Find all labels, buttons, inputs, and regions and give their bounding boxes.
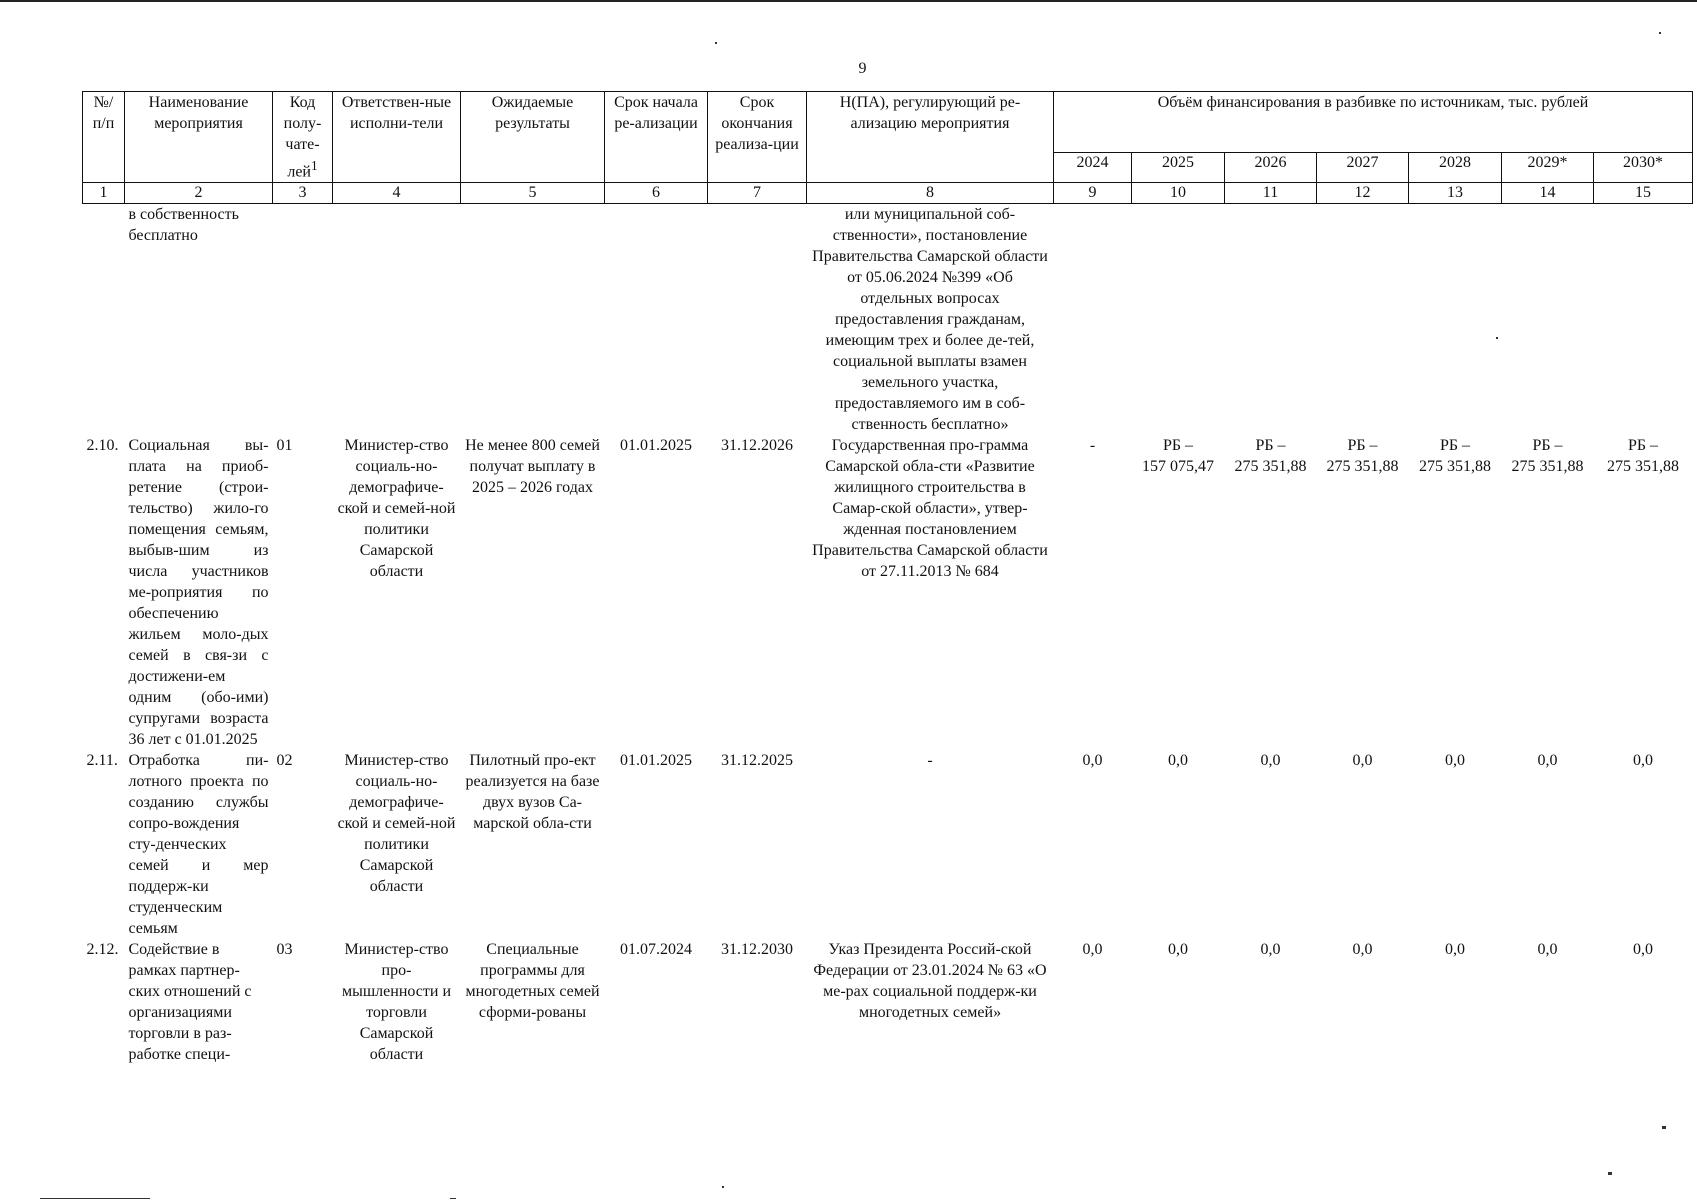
funding-amount: 275 351,88 — [1234, 458, 1307, 476]
scan-dash — [450, 1198, 456, 1199]
col-header-name: Наименование мероприятия — [125, 92, 273, 183]
funding-source: РБ – — [1347, 437, 1378, 455]
regulating-act: - — [927, 752, 933, 770]
regulating-act: Указ Президента Россий-ской Федерации от 23.01.2024 № 63 «О ме-рах социальной поддерж-ки многодетных семей» — [813, 941, 1047, 1022]
funding-cell — [1132, 939, 1225, 1065]
column-numbers-row — [83, 183, 1693, 204]
column-number: 9 — [1054, 183, 1132, 204]
funding-amount: 0,0 — [1537, 752, 1558, 770]
end-date: 31.12.2030 — [721, 941, 793, 959]
col-header-financing: Объём финансирования в разбивке по источникам, тыс. рублей — [1054, 92, 1693, 153]
funding-cell — [1054, 435, 1132, 750]
year-header: 2028 — [1409, 153, 1502, 183]
activity-name: Социальная вы-плата на приоб-ретение (строи-тельство) жило-го помещения семьям, выбыв-шим из числа участников ме-роприятия по обеспечению жильем моло-дых семей в свя-зи с достижени-ем одним (обо-ими) супругами возраста 36 лет с 01.01.2025 — [128, 437, 269, 749]
col-header-executor: Ответствен-ные исполни-тели — [333, 92, 461, 183]
funding-amount: 275 351,88 — [1511, 458, 1584, 476]
col-header-end: Срок окончания реализа-ции — [708, 92, 807, 183]
scan-speck — [1496, 337, 1498, 339]
col-header-start: Срок начала ре-ализации — [605, 92, 708, 183]
funding-cell — [1132, 750, 1225, 939]
expected-results: Не менее 800 семей получат выплату в 2025 – 2026 годах — [465, 437, 600, 497]
funding-cell — [1317, 939, 1409, 1065]
funding-source: РБ – — [1627, 437, 1659, 455]
year-header: 2030* — [1594, 153, 1693, 183]
year-header: 2024 — [1054, 153, 1132, 183]
start-date: 01.01.2025 — [620, 437, 692, 455]
funding-amount: 0,0 — [1633, 752, 1653, 770]
funding-amount: 157 075,47 — [1142, 458, 1214, 476]
funding-cell — [1502, 435, 1594, 750]
column-number: 11 — [1225, 183, 1317, 204]
responsible-executor: Министер-ство про-мышленности и торговли Самарской области — [341, 941, 452, 1064]
funding-amount: 0,0 — [1445, 752, 1465, 770]
end-date: 31.12.2026 — [721, 437, 793, 455]
start-date: 01.07.2024 — [620, 941, 692, 959]
funding-amount: 0,0 — [1082, 941, 1103, 959]
scan-speck — [1608, 1172, 1612, 1175]
scan-dash — [40, 1198, 150, 1199]
funding-amount: 0,0 — [1352, 941, 1373, 959]
continuation-row — [83, 204, 1693, 436]
funding-cell — [1225, 435, 1317, 750]
funding-amount: 275 351,88 — [1419, 458, 1491, 476]
funding-cell — [1594, 435, 1693, 750]
funding-cell — [1594, 939, 1693, 1065]
funding-cell — [1502, 750, 1594, 939]
continuation-npa: или муниципальной соб-ственности», постановление Правительства Самарской области от 05.06.2024 №399 «Об отдельных вопросах предоставления гражданам, имеющим трех и более де-тей, социальной выплаты взамен земельного участка, предоставляемого им в соб-ственность бесплатно» — [812, 206, 1048, 434]
funding-source: РБ – — [1532, 437, 1563, 455]
funding-amount: 275 351,88 — [1326, 458, 1399, 476]
funding-amount: 0,0 — [1168, 752, 1188, 770]
funding-source: РБ – — [1255, 437, 1286, 455]
column-number: 8 — [807, 183, 1054, 204]
column-number: 15 — [1594, 183, 1693, 204]
scan-speck — [1662, 1126, 1666, 1129]
funding-cell — [1054, 939, 1132, 1065]
activity-name: Отработка пи-лотного проекта по созданию службы сопро-вождения сту-денческих семей и мер поддерж-ки студенческим семьям — [128, 752, 269, 938]
end-date: 31.12.2025 — [721, 752, 793, 770]
program-activities-table — [82, 91, 1693, 1065]
funding-amount: 0,0 — [1168, 941, 1188, 959]
header-row — [83, 92, 1693, 153]
funding-amount: 0,0 — [1445, 941, 1465, 959]
column-number: 6 — [605, 183, 708, 204]
continuation-name: в собственность бесплатно — [128, 206, 239, 245]
expected-results: Специальные программы для многодетных семей сформи-рованы — [465, 941, 600, 1022]
column-number: 2 — [125, 183, 273, 204]
table-row — [83, 939, 1693, 1065]
column-number: 12 — [1317, 183, 1409, 204]
funding-amount: 0,0 — [1260, 941, 1281, 959]
col-header-npa: Н(ПА), регулирующий ре-ализацию мероприятия — [807, 92, 1054, 183]
funding-cell — [1132, 435, 1225, 750]
funding-amount: 0,0 — [1260, 752, 1281, 770]
column-number: 1 — [83, 183, 125, 204]
funding-cell — [1317, 750, 1409, 939]
funding-cell — [1502, 939, 1594, 1065]
column-number: 7 — [708, 183, 807, 204]
funding-cell — [1409, 939, 1502, 1065]
recipient-code: 02 — [276, 752, 293, 770]
year-header: 2025 — [1132, 153, 1225, 183]
responsible-executor: Министер-ство социаль-но-демографиче-ской и семей-ной политики Самарской области — [337, 437, 456, 581]
funding-amount: 0,0 — [1352, 752, 1373, 770]
row-number: 2.10. — [86, 437, 119, 455]
regulating-act: Государственная про-грамма Самарской обла-сти «Развитие жилищного строительства в Самар-ской области», утвер-жденная постановлением Правительства Самарской области от 27.11.2013 № 684 — [812, 437, 1048, 581]
top-border-line — [0, 0, 1697, 2]
column-number: 14 — [1502, 183, 1594, 204]
funding-cell — [1317, 435, 1409, 750]
col-header-num: №/ п/п — [83, 92, 125, 183]
funding-source: РБ – — [1162, 437, 1194, 455]
year-header: 2027 — [1317, 153, 1409, 183]
responsible-executor: Министер-ство социаль-но-демографиче-ской и семей-ной политики Самарской области — [337, 752, 456, 896]
funding-cell — [1225, 939, 1317, 1065]
scan-speck — [1659, 32, 1661, 34]
recipient-code: 01 — [276, 437, 293, 455]
activity-name: Содействие в рамках партнер-ских отношений с организациями торговли в раз-работке специ- — [128, 941, 252, 1064]
funding-cell — [1054, 750, 1132, 939]
scan-speck — [715, 42, 717, 44]
funding-amount: 0,0 — [1633, 941, 1653, 959]
start-date: 01.01.2025 — [620, 752, 692, 770]
footnote-marker: 1 — [310, 158, 318, 173]
funding-amount: 275 351,88 — [1607, 458, 1679, 476]
expected-results: Пилотный про-ект реализуется на базе двух вузов Са-марской обла-сти — [465, 752, 600, 833]
column-number: 5 — [461, 183, 605, 204]
col-header-results: Ожидаемые результаты — [461, 92, 605, 183]
funding-amount: 0,0 — [1537, 941, 1558, 959]
col-header-code — [273, 92, 333, 183]
column-number: 3 — [273, 183, 333, 204]
column-number: 10 — [1132, 183, 1225, 204]
table-row — [83, 750, 1693, 939]
year-header: 2029* — [1502, 153, 1594, 183]
row-number: 2.12. — [86, 941, 119, 959]
funding-cell — [1225, 750, 1317, 939]
scan-speck — [722, 1186, 724, 1188]
funding-source: РБ – — [1439, 437, 1471, 455]
column-number: 4 — [333, 183, 461, 204]
column-number: 13 — [1409, 183, 1502, 204]
funding-cell — [1594, 750, 1693, 939]
year-header: 2026 — [1225, 153, 1317, 183]
col-header-code-text: Код полу-чате-лей — [283, 94, 322, 181]
funding-cell — [1409, 750, 1502, 939]
funding-cell — [1409, 435, 1502, 750]
page-number: 9 — [858, 60, 867, 77]
funding-amount: 0,0 — [1082, 752, 1103, 770]
recipient-code: 03 — [276, 941, 293, 959]
funding-amount: - — [1089, 437, 1096, 455]
row-number: 2.11. — [86, 752, 118, 770]
table-row — [83, 435, 1693, 750]
